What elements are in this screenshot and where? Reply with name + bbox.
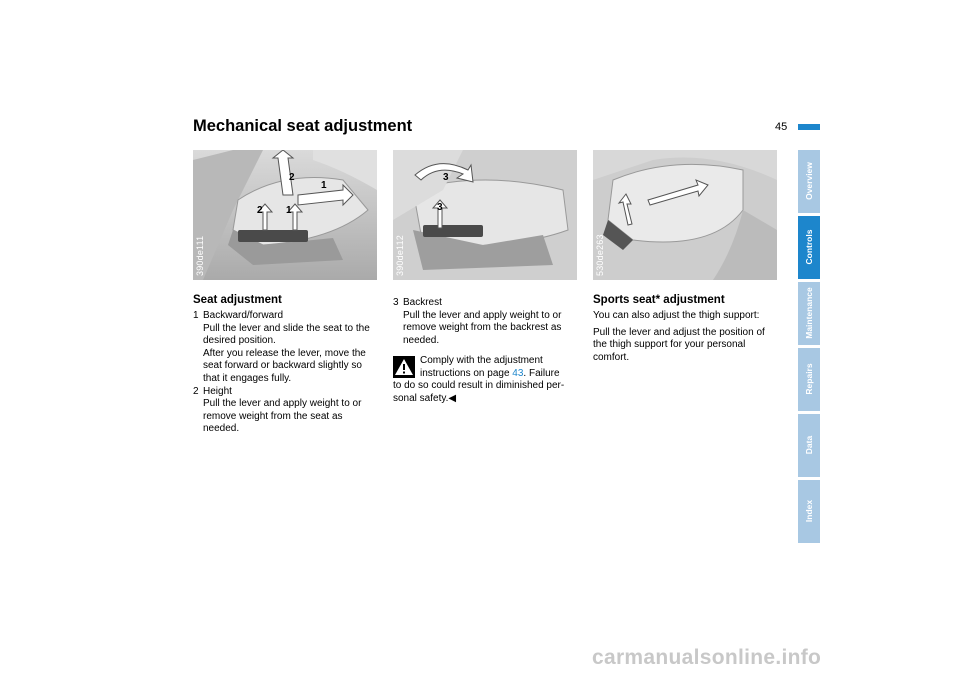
tab-repairs[interactable] <box>798 348 820 411</box>
figure-code: 530de263 <box>595 234 605 276</box>
tab-index[interactable] <box>798 480 820 543</box>
tab-label: Data <box>804 435 814 455</box>
col1-body <box>193 310 383 436</box>
item-line: needed. <box>203 423 240 435</box>
figure-code: 390de111 <box>195 235 205 276</box>
item-height <box>193 386 383 436</box>
item-line: remove weight from the backrest as <box>403 322 562 334</box>
item-number: 1 <box>193 310 199 321</box>
page-number: 45 <box>775 121 788 133</box>
tab-label: Index <box>804 499 814 523</box>
warning-line: Comply with the adjustment <box>420 355 543 366</box>
tab-maintenance[interactable] <box>798 282 820 345</box>
paragraph-line: Pull the lever and adjust the position of <box>593 326 765 338</box>
warning-text <box>393 355 585 405</box>
page-43-link[interactable]: 43 <box>512 367 524 379</box>
seat-figure-1 <box>193 150 377 280</box>
footer-watermark: carmanualsonline.info <box>592 646 822 669</box>
item-line: remove weight from the seat as <box>203 410 343 422</box>
figure-code: 390de112 <box>395 235 405 276</box>
warning-text-post: . Failure <box>523 367 560 379</box>
fig1-label-2a: 2 <box>289 172 295 183</box>
tab-label: Repairs <box>804 363 814 395</box>
tab-label: Controls <box>804 229 814 265</box>
item-number: 2 <box>193 385 199 397</box>
item-line: Pull the lever and apply weight to or <box>203 398 362 410</box>
tab-overview[interactable] <box>798 150 820 213</box>
warning-line: to do so could result in diminished per- <box>393 380 565 392</box>
fig1-label-1b: 1 <box>286 205 292 216</box>
seat-figure-2 <box>393 150 577 280</box>
tab-label: Overview <box>804 162 814 200</box>
seat-figure-3 <box>593 150 777 280</box>
page-number-bar <box>798 124 820 130</box>
item-line: that it engages fully. <box>203 372 292 384</box>
fig1-label-1a: 1 <box>321 180 327 191</box>
item-line: needed. <box>403 334 440 346</box>
tab-data[interactable] <box>798 414 820 477</box>
item-backrest <box>393 297 583 347</box>
warning-line-2 <box>393 368 585 381</box>
fig2-label-3a: 3 <box>443 172 449 183</box>
warning-line: sonal safety.◀ <box>393 392 457 404</box>
tab-controls[interactable] <box>798 216 820 279</box>
fig2-label-3b: 3 <box>437 202 443 213</box>
page-title: Mechanical seat adjustment <box>193 117 413 135</box>
warning-text-pre: instructions on page <box>420 367 513 379</box>
item-backward-forward <box>193 310 383 386</box>
paragraph: You can also adjust the thigh support: <box>593 310 760 321</box>
col2-body <box>393 297 583 347</box>
item-line: Pull the lever and slide the seat to the <box>203 322 370 334</box>
item-line: Height <box>203 385 232 397</box>
item-line: Backrest <box>403 297 442 308</box>
item-line: Pull the lever and apply weight to or <box>403 309 562 321</box>
seat-adjustment-heading: Seat adjustment <box>193 294 282 306</box>
paragraph-2 <box>593 327 788 365</box>
item-line: Backward/forward <box>203 310 284 321</box>
item-line: desired position. <box>203 335 276 347</box>
tab-label: Maintenance <box>804 287 814 339</box>
sports-seat-heading: Sports seat* adjustment <box>593 294 725 306</box>
paragraph-line: comfort. <box>593 351 630 363</box>
paragraph-line: the thigh support for your personal <box>593 339 746 351</box>
item-line: After you release the lever, move the <box>203 347 366 359</box>
fig1-label-2b: 2 <box>257 205 263 216</box>
col3-body <box>593 310 788 364</box>
item-number: 3 <box>393 297 399 308</box>
item-line: seat forward or backward slightly so <box>203 360 362 372</box>
